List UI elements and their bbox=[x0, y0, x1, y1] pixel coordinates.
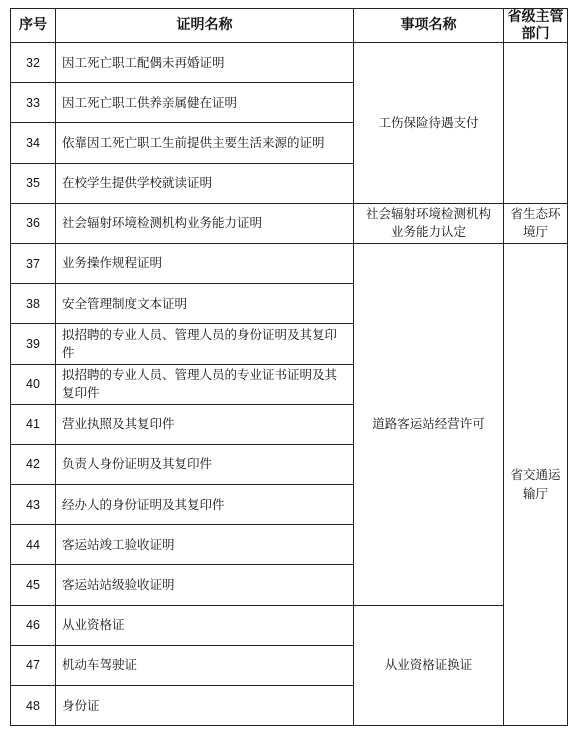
cert-name-cell: 机动车驾驶证 bbox=[56, 645, 354, 685]
row-number: 44 bbox=[11, 525, 56, 565]
cert-name-cell: 拟招聘的专业人员、管理人员的身份证明及其复印件 bbox=[56, 324, 354, 364]
cert-name-cell: 因工死亡职工配偶未再婚证明 bbox=[56, 43, 354, 83]
certificate-list-table bbox=[10, 8, 568, 726]
row-number: 40 bbox=[11, 364, 56, 404]
row-number: 33 bbox=[11, 83, 56, 123]
item-name-cell: 社会辐射环境检测机构业务能力认定 bbox=[354, 203, 504, 243]
cert-name-cell: 安全管理制度文本证明 bbox=[56, 284, 354, 324]
cert-name-cell: 拟招聘的专业人员、管理人员的专业证书证明及其复印件 bbox=[56, 364, 354, 404]
row-number: 39 bbox=[11, 324, 56, 364]
item-name-cell: 道路客运站经营许可 bbox=[354, 243, 504, 605]
table-row bbox=[11, 203, 568, 243]
row-number: 32 bbox=[11, 43, 56, 83]
row-number: 35 bbox=[11, 163, 56, 203]
row-number: 42 bbox=[11, 444, 56, 484]
dept-cell: 省生态环境厅 bbox=[504, 203, 568, 243]
cert-name-cell: 因工死亡职工供养亲属健在证明 bbox=[56, 83, 354, 123]
cert-name-cell: 身份证 bbox=[56, 686, 354, 726]
row-number: 36 bbox=[11, 203, 56, 243]
cert-name-cell: 客运站站级验收证明 bbox=[56, 565, 354, 605]
cert-name-cell: 社会辐射环境检测机构业务能力证明 bbox=[56, 203, 354, 243]
cert-name-cell: 依靠因工死亡职工生前提供主要生活来源的证明 bbox=[56, 123, 354, 163]
row-number: 46 bbox=[11, 605, 56, 645]
row-number: 43 bbox=[11, 485, 56, 525]
header-item-name: 事项名称 bbox=[354, 9, 504, 43]
cert-name-cell: 业务操作规程证明 bbox=[56, 243, 354, 283]
table-row bbox=[11, 243, 568, 283]
dept-cell-empty bbox=[504, 43, 568, 204]
cert-name-cell: 经办人的身份证明及其复印件 bbox=[56, 485, 354, 525]
dept-cell: 省交通运输厅 bbox=[504, 243, 568, 725]
row-number: 41 bbox=[11, 404, 56, 444]
item-name-cell: 从业资格证换证 bbox=[354, 605, 504, 726]
row-number: 34 bbox=[11, 123, 56, 163]
table-header-row bbox=[11, 9, 568, 43]
header-seq: 序号 bbox=[11, 9, 56, 43]
row-number: 45 bbox=[11, 565, 56, 605]
cert-name-cell: 客运站竣工验收证明 bbox=[56, 525, 354, 565]
row-number: 48 bbox=[11, 686, 56, 726]
cert-name-cell: 负责人身份证明及其复印件 bbox=[56, 444, 354, 484]
cert-name-cell: 营业执照及其复印件 bbox=[56, 404, 354, 444]
table-row bbox=[11, 43, 568, 83]
row-number: 37 bbox=[11, 243, 56, 283]
item-name-cell: 工伤保险待遇支付 bbox=[354, 43, 504, 204]
table-row bbox=[11, 605, 568, 645]
cert-name-cell: 从业资格证 bbox=[56, 605, 354, 645]
row-number: 47 bbox=[11, 645, 56, 685]
row-number: 38 bbox=[11, 284, 56, 324]
header-cert-name: 证明名称 bbox=[56, 9, 354, 43]
header-dept: 省级主管部门 bbox=[504, 9, 568, 43]
cert-name-cell: 在校学生提供学校就读证明 bbox=[56, 163, 354, 203]
